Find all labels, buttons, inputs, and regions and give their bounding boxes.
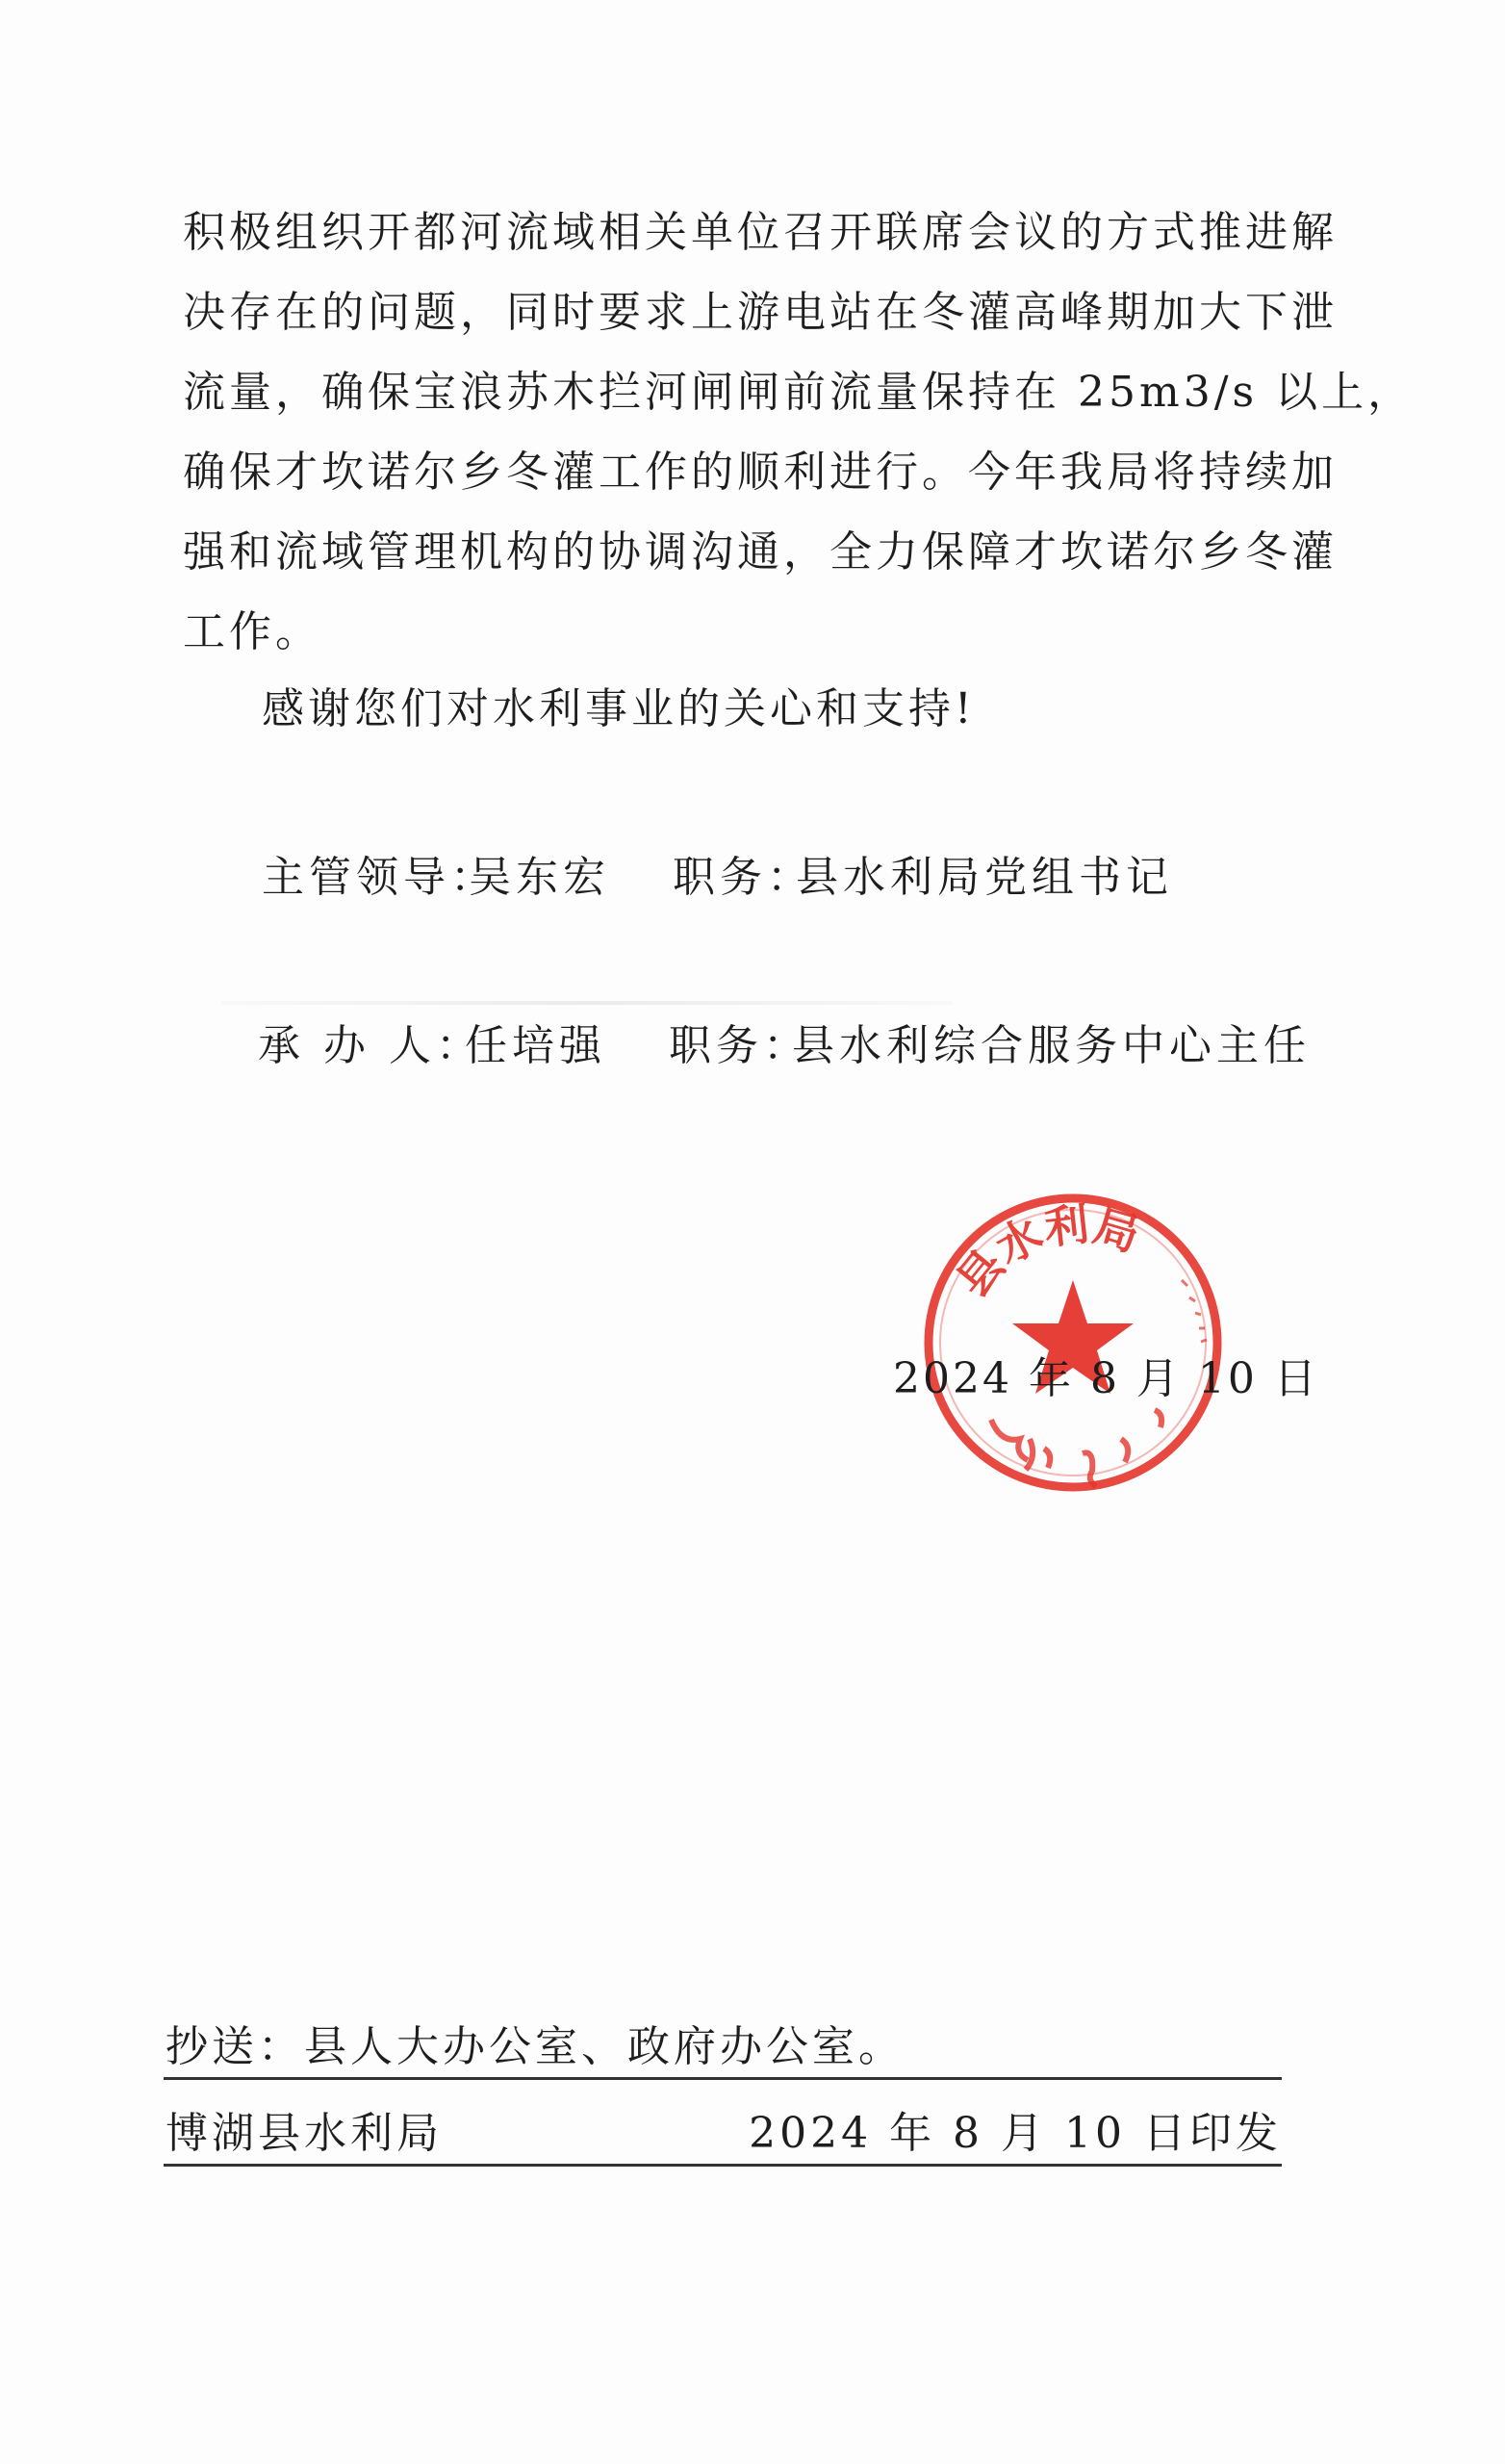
body-line: 流量，确保宝浪苏木拦河闸闸前流量保持在 25m3/s 以上， bbox=[183, 368, 1415, 417]
seal-text: 县水利局 bbox=[946, 1197, 1145, 1307]
handler-title: 县水利综合服务中心主任 bbox=[792, 1021, 1311, 1070]
leader-title: 县水利局党组书记 bbox=[796, 853, 1173, 902]
body-line: 积极组织开都河流域相关单位召开联席会议的方式推进解 bbox=[183, 208, 1338, 257]
issue-date: 2024 年 8 月 10 日印发 bbox=[749, 2109, 1282, 2158]
issuer-name: 博湖县水利局 bbox=[166, 2109, 443, 2158]
scan-artifact bbox=[221, 1001, 953, 1005]
official-seal bbox=[914, 1165, 1232, 1521]
body-line: 强和流域管理机构的协调沟通，全力保障才坎诺尔乡冬灌 bbox=[183, 527, 1338, 577]
leader-label: 主管领导： bbox=[262, 853, 497, 902]
cc-line: 抄送：县人大办公室、政府办公室。 bbox=[166, 2022, 905, 2071]
handler-label: 承 办 人： bbox=[258, 1021, 483, 1070]
handler-name: 任培强 bbox=[465, 1021, 606, 1070]
body-line: 工作。 bbox=[183, 607, 321, 656]
thanks-line: 感谢您们对水利事业的关心和支持! bbox=[262, 684, 976, 733]
document-date: 2024 年 8 月 10 日 bbox=[893, 1354, 1319, 1403]
body-paragraph bbox=[183, 192, 1415, 672]
body-line: 确保才坎诺尔乡冬灌工作的顺利进行。今年我局将持续加 bbox=[183, 448, 1338, 497]
body-line: 决存在的问题，同时要求上游电站在冬灌高峰期加大下泄 bbox=[183, 288, 1338, 337]
footer-divider bbox=[164, 2077, 1282, 2080]
handler-title-label: 职务： bbox=[669, 1021, 810, 1070]
leader-title-label: 职务： bbox=[673, 853, 814, 902]
footer-bottom-divider bbox=[164, 2164, 1282, 2167]
leader-name: 吴东宏 bbox=[469, 853, 610, 902]
